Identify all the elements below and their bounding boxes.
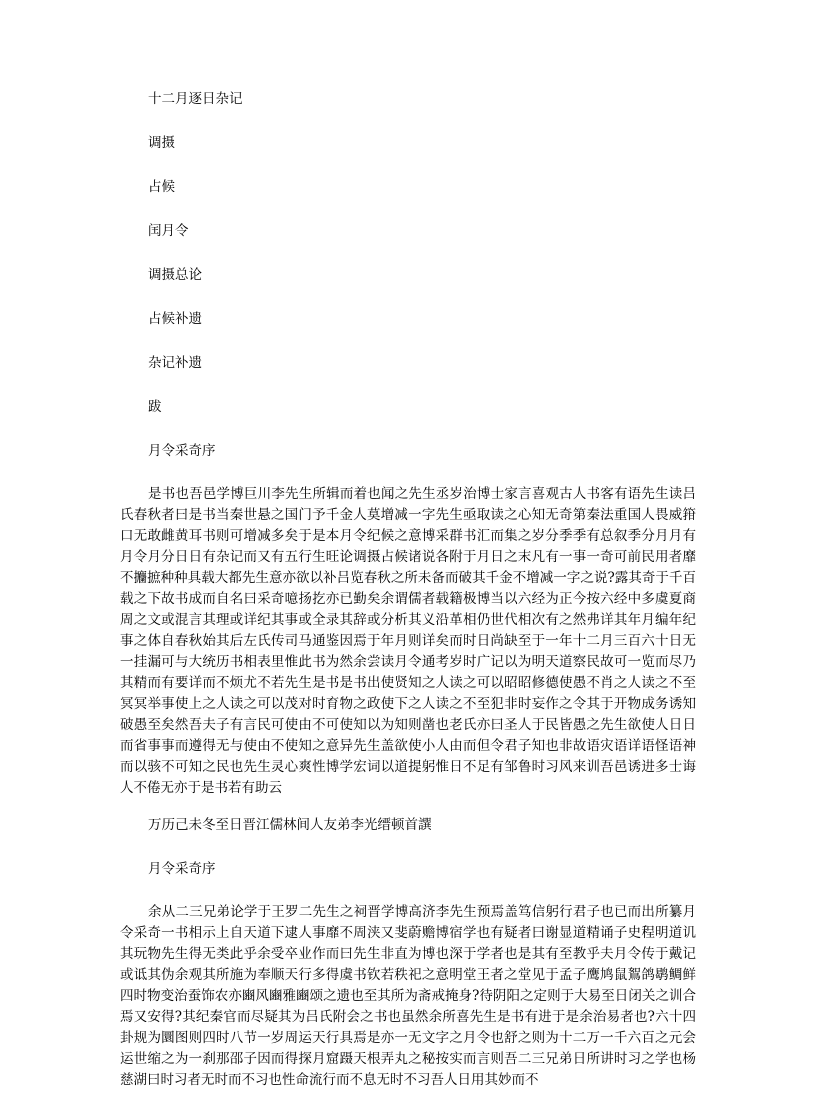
toc-item-divination-supplement: 占候补遗 <box>148 311 202 327</box>
toc-item-daily-notes: 十二月逐日杂记 <box>148 91 243 107</box>
toc-item-regimen: 调摄 <box>148 135 175 151</box>
preface-paragraph-1: 是书也吾邑学博巨川李先生所辑而着也闻之先生丞岁治博士家言喜观古人书客有语先生读吕氏春秋者曰是书当秦世悬之国门予千金人莫增减一字先生亟取读之心知无奇第秦法重国人畏威箝口无敢雌黄耳书则可增减多矣于是本月令纪候之意博采群书汇而集之岁分季季有总叙季分月月有月令月分日日有杂记而又有五行生旺论调摄占候诸说各附于月日之末凡有一事一奇可前民用者靡不攟摭种种具载大都先生意亦欲以补吕览春秋之所未备而破其千金不增减一字之说?露其奇于千百载之下故书成而自名曰采奇噫扬扢亦已勤矣余谓儒者载籍极博当以六经为正今按六经中多虞夏商周之文或混言其理或详纪其事或全录其辞或分析其义沿革相仍世代相次有之然弗详其年月编年纪事之体自春秋始其后左氏传司马通鉴因焉于年月则详矣而时日尚缺至于一年十二月三百六十日无一挂漏可与大统历书相表里惟此书为然余尝读月令通考岁时广记以为明天道察民故可一览而尽乃其精而有要详而不烦尤不若先生是书是书出使贤知之人读之可以昭昭修德使愚不肖之人读之不至冥冥举事使上之人读之可以茂对时育物之政使下之人读之不至犯非时妄作之令其于开物成务诱知破愚至矣然吾夫子有言民可使由不可使知以为知则凿也老氏亦曰圣人于民皆愚之先生欲使人日日而省事事而遵得无与使由不使知之意异先生盖欲使小人由而但令君子知也非故语灾语详语怪语神而以骇不可知之民也先生灵心爽性博学宏词以道提躬惟日不足有邹鲁时习风来训吾邑诱进多士诲人不倦无亦于是书若有助云 <box>120 486 696 796</box>
toc-item-divination: 占候 <box>148 179 175 195</box>
preface-signature: 万历己未冬至日晋江儒林间人友弟李光缙顿首譔 <box>148 817 432 833</box>
toc-item-notes-supplement: 杂记补遗 <box>148 355 202 371</box>
document-page <box>120 88 696 1106</box>
toc-item-regimen-general: 调摄总论 <box>148 267 202 283</box>
preface-paragraph-2: 余从二三兄弟论学于王罗二先生之祠晋学博高济李先生预焉盖笃信躬行君子也已而出所纂月令采奇一书相示上自天道下逮人事靡不周浃又斐蔚赡博宿学也有疑者曰谢显道精诵子史程明道讥其玩物先生得无类此乎余受卒业作而曰先生非直为博也深于学者也是其有至教乎夫月令传于戴记或诋其伪余观其所施为奉顺天行多得虞书钦若秩祀之意明堂王者之堂见于孟子鹰鸠鼠鴽鸽鹖鲷鲜四时物变治蚕饰农亦豳风豳雅豳颂之遗也至其所为斋戒掩身?待阴阳之定则于大易至日闭关之训合焉又安得?其纪秦官而尽疑其为吕氏附会之书也虽然余所喜先生是书有进于是余治易者也?六十四卦规为圜图则四时八节一岁周运天行具焉是亦一无文字之月令也舒之则为十二万一千六百之元会运世缩之为一刹那邵子因而得探月窟蹑天根弄丸之秘按实而言则吾二三兄弟日所讲时习之学也杨慈湖曰时习者无时而不习也性命流行而不息无时不习吾人日用其妙而不 <box>120 904 696 1088</box>
preface-title-2: 月令采奇序 <box>148 861 216 877</box>
preface-title-1: 月令采奇序 <box>148 443 216 459</box>
toc-item-postscript: 跋 <box>148 399 162 415</box>
toc-item-leap-month: 闰月令 <box>148 223 189 239</box>
